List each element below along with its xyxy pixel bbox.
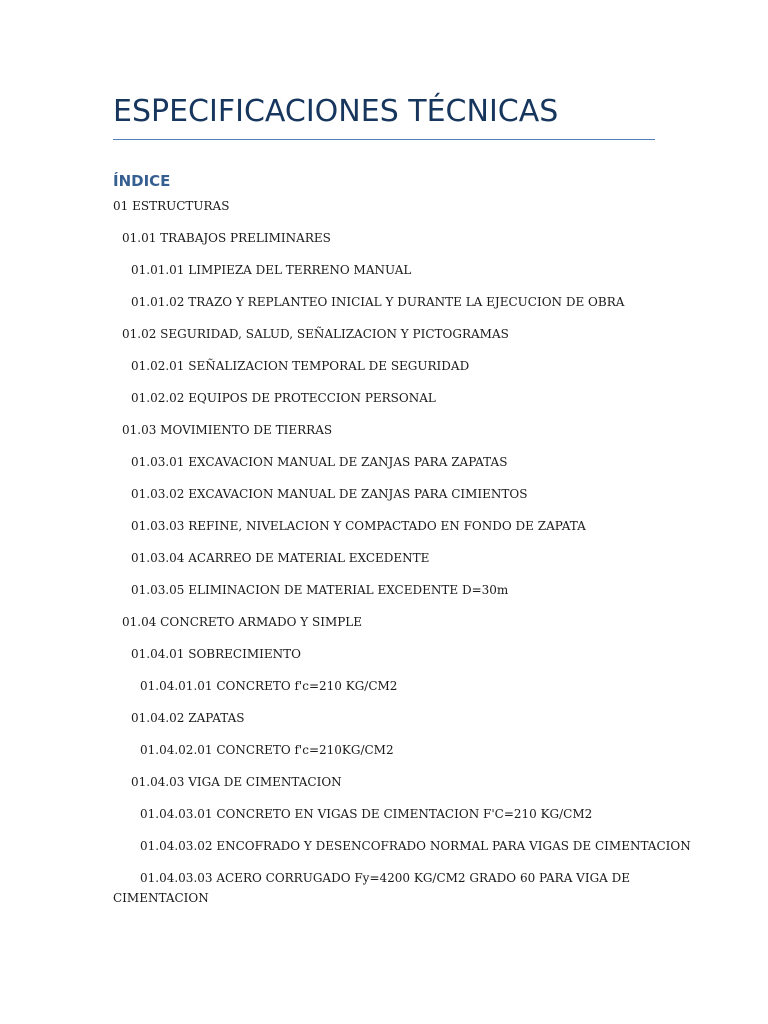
toc-entry[interactable]: 01.03.04 ACARREO DE MATERIAL EXCEDENTE — [131, 551, 430, 565]
toc-entry[interactable]: 01.03 MOVIMIENTO DE TIERRAS — [122, 423, 333, 437]
toc-entry[interactable]: 01.04.02.01 CONCRETO f'c=210KG/CM2 — [140, 743, 394, 757]
table-of-contents — [113, 196, 691, 920]
toc-entry[interactable]: 01 ESTRUCTURAS — [113, 199, 230, 213]
toc-entry[interactable]: 01.04 CONCRETO ARMADO Y SIMPLE — [122, 615, 363, 629]
toc-entry[interactable]: 01.04.01.01 CONCRETO f'c=210 KG/CM2 — [140, 679, 398, 693]
toc-entry[interactable]: 01.01.01 LIMPIEZA DEL TERRENO MANUAL — [131, 263, 412, 277]
index-heading: ÍNDICE — [113, 172, 171, 190]
toc-entry[interactable]: 01.02.02 EQUIPOS DE PROTECCION PERSONAL — [131, 391, 436, 405]
toc-entry[interactable]: 01.04.03 VIGA DE CIMENTACION — [131, 775, 342, 789]
toc-entry[interactable]: 01.03.01 EXCAVACION MANUAL DE ZANJAS PARA ZAPATAS — [131, 455, 508, 469]
toc-entry[interactable]: 01.01.02 TRAZO Y REPLANTEO INICIAL Y DURANTE LA EJECUCION DE OBRA — [131, 295, 625, 309]
title-underline — [113, 139, 655, 140]
toc-entry[interactable]: 01.03.03 REFINE, NIVELACION Y COMPACTADO EN FONDO DE ZAPATA — [131, 519, 586, 533]
toc-entry[interactable]: 01.04.03.01 CONCRETO EN VIGAS DE CIMENTACION F'C=210 KG/CM2 — [140, 807, 593, 821]
toc-entry[interactable]: 01.03.05 ELIMINACION DE MATERIAL EXCEDENTE D=30m — [131, 583, 509, 597]
toc-entry[interactable]: 01.02 SEGURIDAD, SALUD, SEÑALIZACION Y PICTOGRAMAS — [122, 327, 509, 341]
toc-entry[interactable]: 01.03.02 EXCAVACION MANUAL DE ZANJAS PARA CIMIENTOS — [131, 487, 528, 501]
toc-entry[interactable]: 01.02.01 SEÑALIZACION TEMPORAL DE SEGURIDAD — [131, 359, 470, 373]
toc-entry[interactable]: 01.04.02 ZAPATAS — [131, 711, 245, 725]
toc-entry[interactable]: 01.04.01 SOBRECIMIENTO — [131, 647, 301, 661]
toc-entry[interactable]: 01.04.03.02 ENCOFRADO Y DESENCOFRADO NORMAL PARA VIGAS DE CIMENTACION — [140, 839, 691, 853]
document-title: ESPECIFICACIONES TÉCNICAS — [113, 94, 559, 129]
toc-entry[interactable]: 01.01 TRABAJOS PRELIMINARES — [122, 231, 331, 245]
toc-entry[interactable]: 01.04.03.03 ACERO CORRUGADO Fy=4200 KG/CM2 GRADO 60 PARA VIGA DE CIMENTACION — [113, 871, 631, 905]
